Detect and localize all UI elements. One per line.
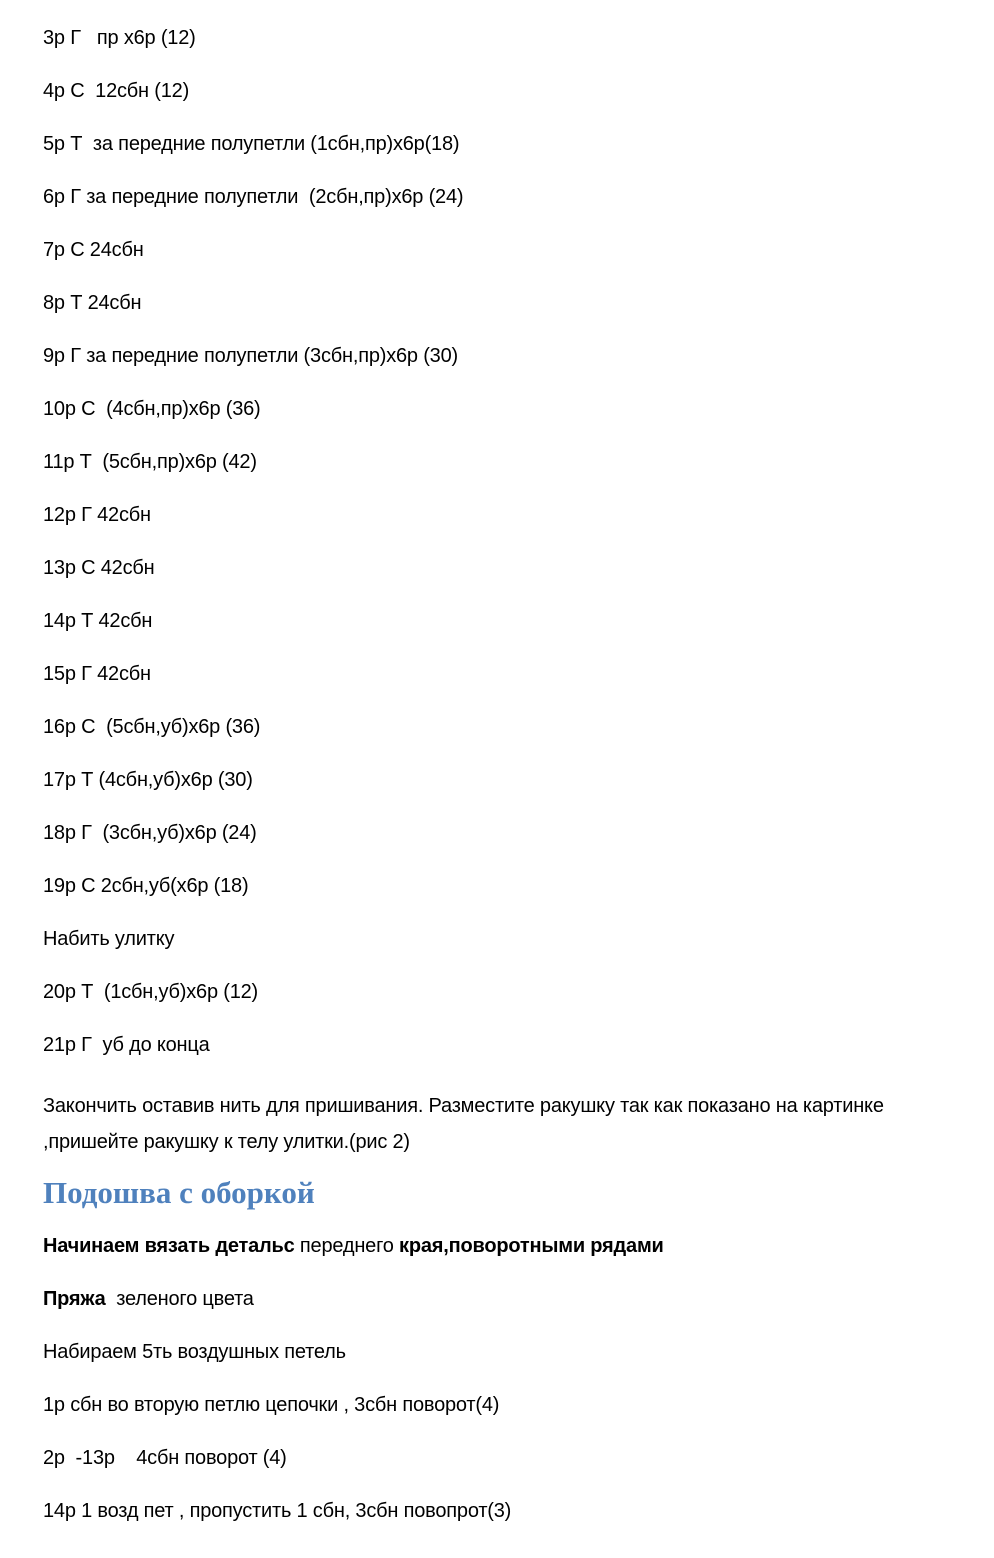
pattern-row: 17р Т (4сбн,уб)х6р (30) — [43, 769, 253, 791]
pattern-row: 6р Г за передние полупетли (2сбн,пр)х6р (24) — [43, 186, 464, 208]
section-heading-sole: Подошва с оборкой — [43, 1175, 315, 1210]
text-run: зеленого цвета — [105, 1288, 254, 1310]
text-run: переднего — [294, 1235, 400, 1257]
shell-pattern-rows — [43, 28, 964, 1056]
pattern-row: Набираем 5ть воздушных петель — [43, 1341, 346, 1363]
pattern-row: 14р 1 возд пет , пропустить 1 сбн, 3сбн повопрот(3) — [43, 1500, 512, 1522]
yarn-line — [43, 1289, 964, 1310]
pattern-row: 11р Т (5сбн,пр)х6р (42) — [43, 451, 257, 473]
pattern-row: 13р С 42сбн — [43, 557, 155, 579]
sole-pattern-rows — [43, 1342, 964, 1522]
pattern-row: 7р С 24сбн — [43, 239, 144, 261]
pattern-row: 5р Т за передние полупетли (1сбн,пр)х6р(18) — [43, 133, 460, 155]
pattern-row: 12р Г 42сбн — [43, 504, 151, 526]
pattern-row: 21р Г уб до конца — [43, 1034, 210, 1056]
closing-note: Закончить оставив нить для пришивания. Разместите ракушку так как показано на картинке ,пришейте ракушку к телу улитки.(рис 2) — [43, 1095, 890, 1153]
text-run: края,поворотными рядами — [399, 1235, 664, 1257]
pattern-row: 19р С 2сбн,уб(х6р (18) — [43, 875, 249, 897]
text-run: Начинаем вязать детальс — [43, 1235, 295, 1257]
pattern-row: 2р -13р 4сбн поворот (4) — [43, 1447, 287, 1469]
pattern-row: 9р Г за передние полупетли (3сбн,пр)х6р (30) — [43, 345, 458, 367]
pattern-row: 3р Г пр х6р (12) — [43, 27, 196, 49]
text-run: Пряжа — [43, 1288, 106, 1310]
pattern-row: 8р Т 24сбн — [43, 292, 142, 314]
pattern-row: 16р С (5сбн,уб)х6р (36) — [43, 716, 261, 738]
pattern-row: 14р Т 42сбн — [43, 610, 153, 632]
pattern-row: 18р Г (3сбн,уб)х6р (24) — [43, 822, 257, 844]
sole-intro-line — [43, 1236, 964, 1257]
pattern-row: Набить улитку — [43, 928, 175, 950]
pattern-row: 10р С (4сбн,пр)х6р (36) — [43, 398, 261, 420]
pattern-row: 1р сбн во вторую петлю цепочки , 3сбн поворот(4) — [43, 1394, 500, 1416]
pattern-row: 4р С 12сбн (12) — [43, 80, 190, 102]
pattern-row: 20р Т (1сбн,уб)х6р (12) — [43, 981, 259, 1003]
pattern-row: 15р Г 42сбн — [43, 663, 151, 685]
